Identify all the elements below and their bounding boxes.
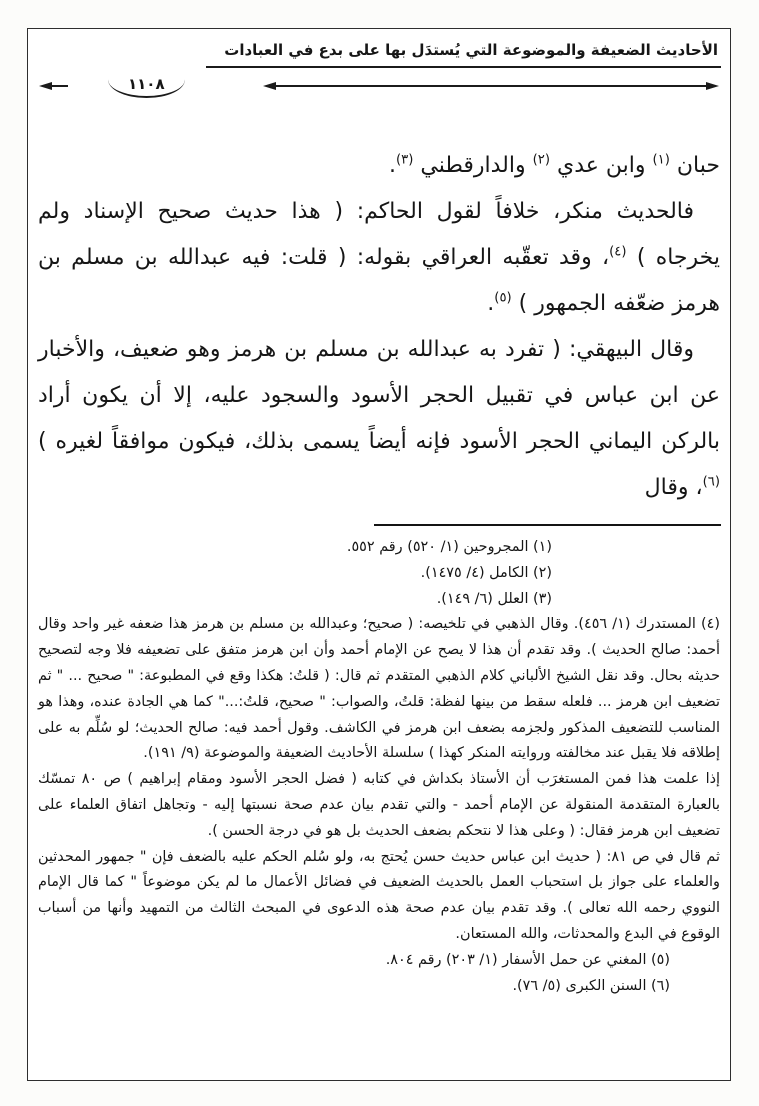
header-divider-line: [263, 82, 719, 90]
page-border: [27, 28, 731, 1081]
page-content: [28, 29, 730, 1080]
footnote-separator: [374, 524, 721, 526]
footnote-item: (٣) العلل (٦/ ١٤٩).: [436, 590, 552, 607]
footnote-item: (١) المجروحين (١/ ٥٢٠) رقم ٥٥٢.: [346, 539, 552, 555]
header-rule: [37, 68, 721, 101]
left-edge-arrowhead-icon: [39, 82, 52, 90]
footnote-item: (٤) المستدرك (١/ ٤٥٦). وقال الذهبي في تلخيصه: ( صحيح؛ وعبدالله بن مسلم بن هرمز هذا ضعفه غير واحد وقال أحمد: صالح الحديث ). وقد تقدم أن هذا لا يصح عن الإمام أحمد وأن ابن هرمز متفق على تضعيفه فلا وجه لتصحيح حديثه بحال. وقد نقل الشيخ الألباني كلام الذهبي المتقدم ثم قال: ( قلتُ: هكذا وقع في المطبوعة: " صحيح ... " ثم تضعيف ابن هرمز ... فلعله سقط من بينها لفظة: قلتُ، والصواب: " صحيح، قلتُ:..." كما هي الجادة عنده، وهذا هو المناسب للتضعيف المذكور ولجزمه بضعف ابن هرمز في الكاشف. وقول أحمد فيه: صالح الحديث؛ لو سُلِّم به على إطلاقه فلا يقبل عند مخالفته وروايته المنكر كهذا ) سلسلة الأحاديث الضعيفة والموضوعة (٩/ ١٩١).: [38, 616, 720, 762]
page-header: [37, 29, 721, 68]
footnote-item: (٥) المغني عن حمل الأسفار (١/ ٢٠٣) رقم ٨٠٤.: [385, 951, 670, 968]
body-paragraph: فالحديث منكر، خلافاً لقول الحاكم: ( هذا حديث صحيح الإسناد ولم يخرجاه ) $^{(٤)}$، وقد تعقّبه العراقي بقوله: ( قلت: فيه عبدالله بن مسلم بن هرمز ضعّفه الجمهور ) $^{(٥)}$.: [38, 199, 720, 316]
footnote-item: ثم قال في ص ٨١: ( حديث ابن عباس حديث حسن يُحتج به، ولو سُلم الحكم عليه بالضعف فإن " جمهور المحدثين والعلماء على جواز بل استحباب العمل بالحديث الضعيف في فضائل الأعمال ما لم يكن موضوعاً " كما قال الإمام النووي رحمه الله تعالى ). وقد تقدم بيان عدم صحة هذه الدعوى في المبحث الثالث من التمهيد وأنها من أسباب الوقوع في البدع والمحدثات، والله المستعان.: [38, 848, 720, 942]
footnote-item: (٢) الكامل (٤/ ١٤٧٥).: [420, 564, 552, 581]
page-number-swash: [108, 75, 185, 98]
footnote-item: إذا علمت هذا فمن المستغرَب أن الأستاذ بكداش في كتابه ( فضل الحجر الأسود ومقام إبراهيم ) ص ٨٠ تمسّك بالعبارة المتقدمة المنقولة عن الإمام أحمد - والتي تقدم بيان عدم صحة نسبتها إليه - وتجاهل اتفاق العلماء على تضعيف ابن هرمز فقال: ( وعلى هذا لا نتحكم بضعف الحديث بل هو في درجة الحسن ).: [38, 771, 720, 839]
body-text: [37, 101, 721, 511]
running-header-title: الأحاديث الضعيفة والموضوعة التي يُستدَل بها على بدع في العبادات: [206, 41, 721, 68]
divider-right-arrowhead-icon: [706, 82, 719, 90]
footnotes-section: [37, 524, 721, 999]
footnote-item: (٦) السنن الكبرى (٥/ ٧٦).: [512, 977, 670, 994]
body-paragraph: حبان $^{(١)}$ وابن عدي $^{(٢)}$ والدارقطني $^{(٣)}$.: [388, 152, 720, 178]
divider-bar: [276, 85, 706, 87]
left-edge-bar: [52, 85, 68, 87]
divider-left-arrowhead-icon: [263, 82, 276, 90]
footnotes-list: [37, 535, 721, 999]
body-paragraph: وقال البيهقي: ( تفرد به عبدالله بن مسلم بن هرمز وهو ضعيف، والأخبار عن ابن عباس في تقبيل الحجر الأسود والسجود عليه، إلا أن يكون أراد بالركن اليماني الحجر الأسود فإنه أيضاً يسمى بذلك، فيكون موافقاً لغيره ) $^{(٦)}$، وقال: [38, 337, 720, 500]
page-number: ١١٠٨: [128, 74, 165, 93]
